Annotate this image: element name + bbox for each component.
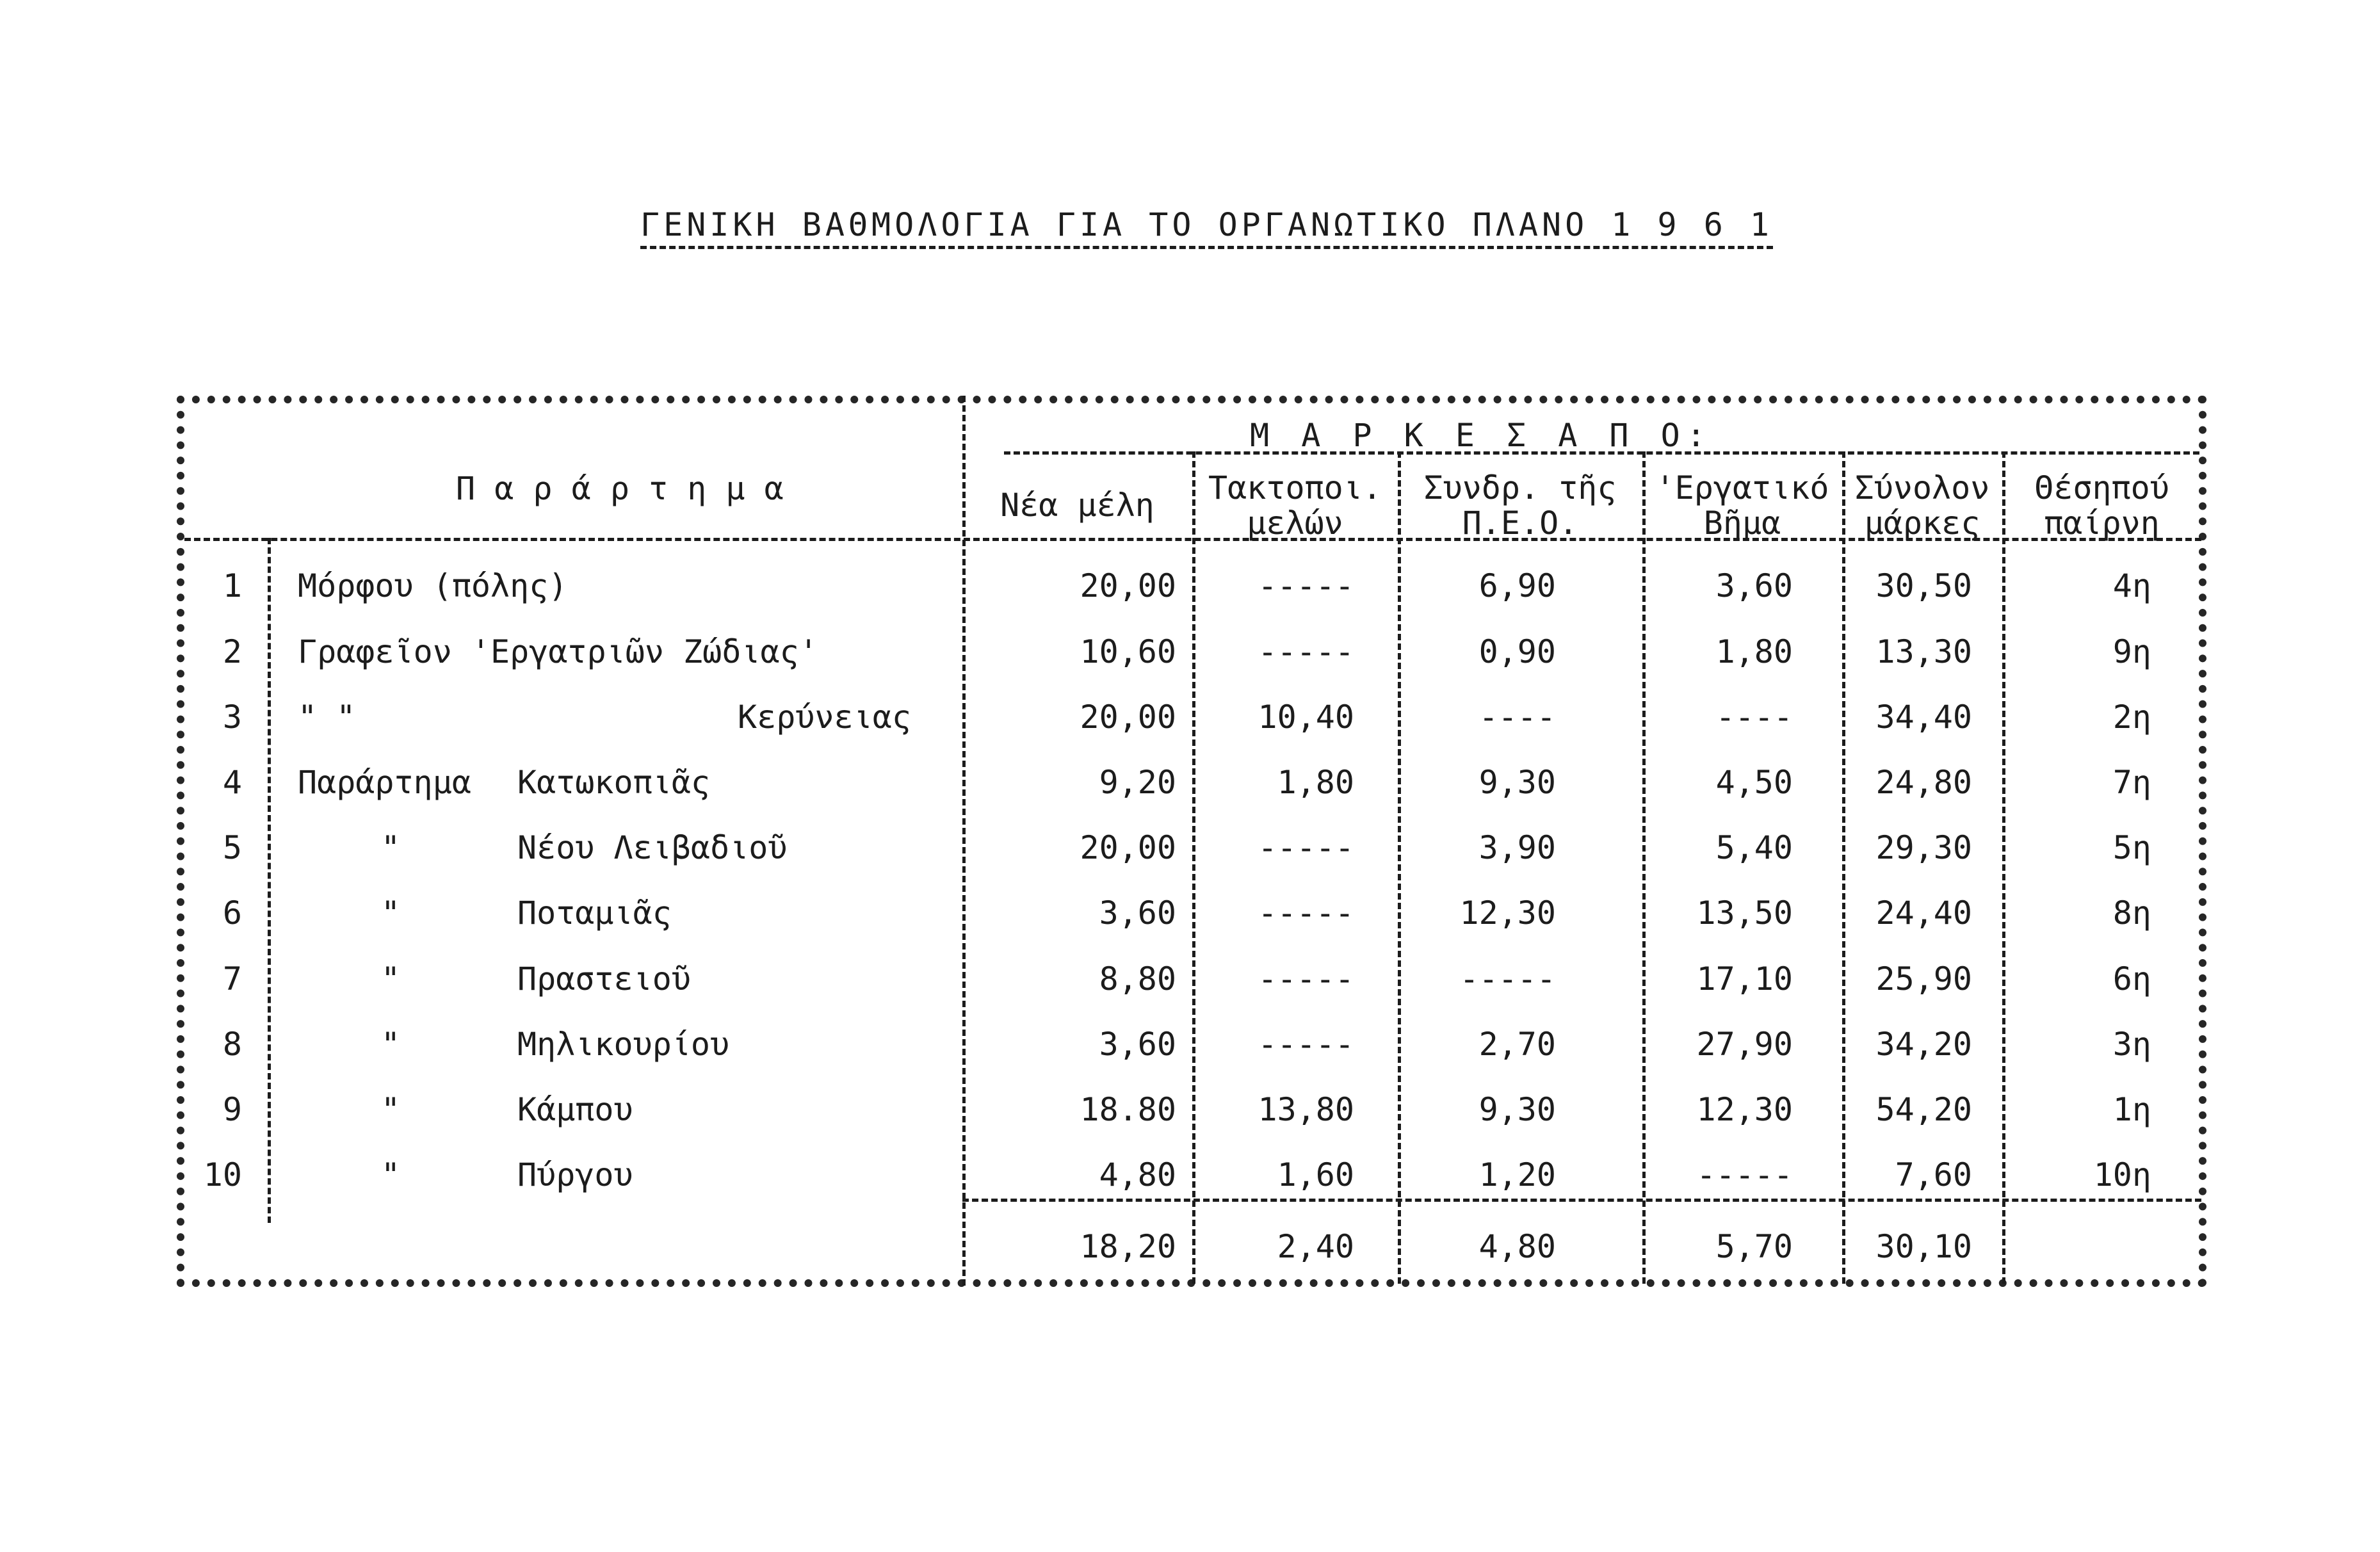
- cell-value: 10,40: [1258, 699, 1354, 736]
- column-header: [1398, 471, 1642, 541]
- cell-value: 10,60: [1080, 633, 1176, 670]
- row-number: 1: [222, 567, 242, 604]
- total-value: 2,40: [1277, 1228, 1354, 1265]
- column-header: [962, 488, 1192, 523]
- column-header-line1: 'Εργατικό: [1655, 469, 1829, 506]
- cell-value: 2η: [2112, 699, 2151, 736]
- cell-value: 13,30: [1875, 633, 1972, 670]
- cell-value: 8,80: [1099, 960, 1176, 998]
- branch-prefix: ": [381, 894, 401, 932]
- row-number: 4: [222, 764, 242, 801]
- cell-value: 24,80: [1875, 764, 1972, 801]
- cell-value: 0,90: [1478, 633, 1556, 670]
- row-number: 6: [222, 894, 242, 932]
- column-header-line1: Συνδρ. τῆς: [1423, 469, 1617, 506]
- cell-value: 10η: [2093, 1156, 2151, 1193]
- row-number: 2: [222, 633, 242, 670]
- cell-value: 2,70: [1478, 1026, 1556, 1063]
- cell-value: 1,60: [1277, 1156, 1354, 1193]
- cell-value: -----: [1459, 960, 1556, 998]
- divider-num: [268, 538, 271, 1223]
- branch-prefix: Γραφεῖον 'Εργατριῶν Ζώδιας': [298, 633, 818, 670]
- divider-branch: [962, 396, 966, 1286]
- cell-value: -----: [1258, 633, 1354, 670]
- row-number: 3: [222, 699, 242, 736]
- divider-col4: [1842, 451, 1845, 1284]
- column-header: [1192, 471, 1398, 541]
- cell-value: 34,20: [1875, 1026, 1972, 1063]
- cell-value: 17,10: [1696, 960, 1793, 998]
- branch-name: Πραστειοῦ: [517, 960, 691, 998]
- column-header-line2: Βῆμα: [1703, 505, 1781, 542]
- column-header-line2: μάρκες: [1864, 505, 1980, 542]
- cell-value: -----: [1696, 1156, 1793, 1193]
- cell-value: 30,50: [1875, 567, 1972, 604]
- cell-value: 1η: [2112, 1091, 2151, 1128]
- cell-value: 18.80: [1080, 1091, 1176, 1128]
- cell-value: 20,00: [1080, 567, 1176, 604]
- cell-value: -----: [1258, 567, 1354, 604]
- cell-value: 9,20: [1099, 764, 1176, 801]
- cell-value: 12,30: [1459, 894, 1556, 932]
- branch-prefix: Παράρτημα: [298, 764, 471, 801]
- branch-prefix: " ": [298, 699, 356, 736]
- branch-prefix: Μόρφου (πόλης): [298, 567, 568, 604]
- row-number: 8: [222, 1026, 242, 1063]
- cell-value: 7η: [2112, 764, 2151, 801]
- row-number: 7: [222, 960, 242, 998]
- divider-col2: [1398, 451, 1401, 1284]
- cell-value: -----: [1258, 829, 1354, 866]
- cell-value: 6,90: [1478, 567, 1556, 604]
- column-header: [1642, 471, 1842, 541]
- cell-value: 34,40: [1875, 699, 1972, 736]
- column-header: [2002, 471, 2201, 541]
- column-header-line1: Θέσηπού: [2034, 469, 2169, 506]
- branch-name: Κερύνειας: [738, 699, 911, 736]
- total-value: 5,70: [1715, 1228, 1793, 1265]
- row-number: 5: [222, 829, 242, 866]
- cell-value: 1,80: [1277, 764, 1354, 801]
- cell-value: 54,20: [1875, 1091, 1972, 1128]
- cell-value: 5,40: [1715, 829, 1793, 866]
- branch-name: Νέου Λειβαδιοῦ: [517, 829, 788, 866]
- cell-value: 4,50: [1715, 764, 1793, 801]
- cell-value: 27,90: [1696, 1026, 1793, 1063]
- cell-value: 3,90: [1478, 829, 1556, 866]
- branch-name: Μηλικουρίου: [517, 1026, 730, 1063]
- branch-name: Κατωκοπιᾶς: [517, 764, 711, 801]
- cell-value: 3,60: [1715, 567, 1793, 604]
- branch-name: Πύργου: [517, 1156, 633, 1193]
- branch-prefix: ": [381, 960, 401, 998]
- branch-prefix: ": [381, 1026, 401, 1063]
- cell-value: 9,30: [1478, 764, 1556, 801]
- cell-value: -----: [1258, 1026, 1354, 1063]
- divider-col5: [2002, 451, 2005, 1284]
- cell-value: 1,20: [1478, 1156, 1556, 1193]
- total-value: 4,80: [1478, 1228, 1556, 1265]
- column-header-line1: Σύνολον: [1854, 469, 1990, 506]
- cell-value: ----: [1478, 699, 1556, 736]
- cell-value: 1,80: [1715, 633, 1793, 670]
- cell-value: 4η: [2112, 567, 2151, 604]
- divider-col3: [1642, 451, 1646, 1284]
- cell-value: 6η: [2112, 960, 2151, 998]
- cell-value: 4,80: [1099, 1156, 1176, 1193]
- total-value: 18,20: [1080, 1228, 1176, 1265]
- row-number: 9: [222, 1091, 242, 1128]
- total-value: 30,10: [1875, 1228, 1972, 1265]
- cell-value: 25,90: [1875, 960, 1972, 998]
- branch-name: Κάμπου: [517, 1091, 633, 1128]
- column-header-line2: παίρνη: [2044, 505, 2160, 542]
- branch-prefix: ": [381, 1156, 401, 1193]
- cell-value: ----: [1715, 699, 1793, 736]
- cell-value: 13,50: [1696, 894, 1793, 932]
- cell-value: -----: [1258, 894, 1354, 932]
- cell-value: 7,60: [1895, 1156, 1972, 1193]
- column-header-line2: Π.Ε.Ο.: [1462, 505, 1578, 542]
- cell-value: 12,30: [1696, 1091, 1793, 1128]
- cell-value: 5η: [2112, 829, 2151, 866]
- cell-value: 3,60: [1099, 1026, 1176, 1063]
- column-header-line2: μελών: [1247, 505, 1343, 542]
- column-header: [1842, 471, 2002, 541]
- cell-value: 3η: [2112, 1026, 2151, 1063]
- branch-name: Ποταμιᾶς: [517, 894, 672, 932]
- cell-value: 9η: [2112, 633, 2151, 670]
- header-branch: Π α ρ ά ρ τ η μ α: [456, 470, 784, 507]
- cell-value: -----: [1258, 960, 1354, 998]
- cell-value: 13,80: [1258, 1091, 1354, 1128]
- branch-prefix: ": [381, 829, 401, 866]
- cell-value: 24,40: [1875, 894, 1972, 932]
- cell-value: 20,00: [1080, 829, 1176, 866]
- row-number: 10: [203, 1156, 242, 1193]
- cell-value: 9,30: [1478, 1091, 1556, 1128]
- totals-line: [962, 1199, 2201, 1202]
- divider-col1: [1192, 451, 1195, 1284]
- cell-value: 29,30: [1875, 829, 1972, 866]
- cell-value: 3,60: [1099, 894, 1176, 932]
- column-header-line1: Νέα μέλη: [1000, 487, 1154, 524]
- branch-prefix: ": [381, 1091, 401, 1128]
- cell-value: 8η: [2112, 894, 2151, 932]
- header-marks-from: Μ Α Ρ Κ Ε Σ Α Π Ο:: [1250, 417, 1712, 454]
- page-title: ΓΕΝΙΚΗ ΒΑΘΜΟΛΟΓΙΑ ΓΙΑ ΤΟ ΟΡΓΑΝΩΤΙΚΟ ΠΛΑΝΟ 1 9 6 1: [640, 206, 1773, 249]
- cell-value: 20,00: [1080, 699, 1176, 736]
- column-header-line1: Τακτοποι.: [1208, 469, 1382, 506]
